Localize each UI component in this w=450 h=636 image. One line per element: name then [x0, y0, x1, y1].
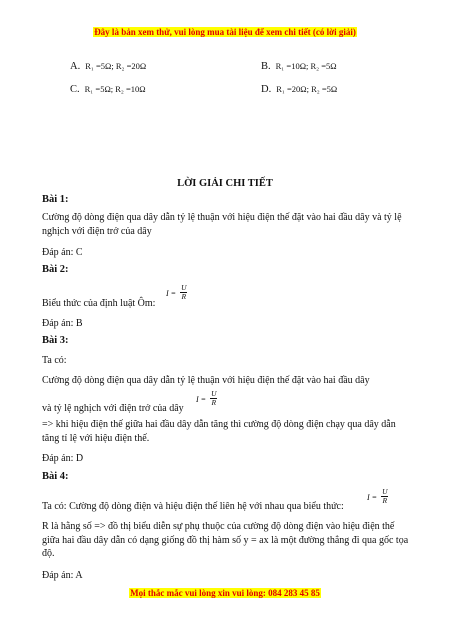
- bai4-line1: Ta có: Cường độ dòng điện và hiệu điện thế liên hệ với nhau qua biểu thức:: [42, 501, 344, 512]
- bai3-line1: Cường độ dòng điện qua dây dẫn tỷ lệ thuận với hiệu điện thế đặt vào hai đầu dây: [42, 375, 370, 386]
- bai3-conclusion: => khi hiệu điện thế giữa hai đầu dây dẫn tăng thì cường độ dòng điện chạy qua dây dẫn tăng tỉ lệ với hiệu điện thế.: [42, 419, 396, 444]
- option-d: D. R₁ =20Ω; R₂ =5Ω: [261, 84, 338, 95]
- preview-banner: Đây là bản xem thử, vui lòng mua tài liệu để xem chi tiết (có lời giải): [94, 27, 356, 37]
- bai4-answer: Đáp án: A: [42, 570, 83, 581]
- bai3-heading: Bài 3:: [42, 335, 69, 346]
- formula-fraction: $\frac{U}{R}$: [382, 486, 388, 505]
- formula-lhs: I =: [196, 395, 207, 404]
- solution-title: LỜI GIẢI CHI TIẾT: [177, 178, 273, 189]
- bai1-heading: Bài 1:: [42, 194, 69, 205]
- bai2-answer: Đáp án: B: [42, 318, 83, 329]
- formula-fraction: $\frac{U}{R}$: [181, 282, 187, 301]
- option-a: A. R₁ =5Ω; R₂ =20Ω: [70, 61, 147, 72]
- contact-footer: Mọi thắc mắc vui lòng xin vui lòng: 084 283 45 85: [130, 588, 320, 598]
- bai1-text: Cường độ dòng điện qua dây dẫn tỷ lệ thuận với hiệu điện thế đặt vào hai đầu dây và tỷ lệ nghịch với điện trở của dây: [42, 212, 402, 237]
- bai4-heading: Bài 4:: [42, 471, 69, 482]
- ohm-formula-3: [367, 487, 388, 505]
- ohm-formula-2: [196, 389, 217, 407]
- bai3-intro: Ta có:: [42, 355, 67, 366]
- option-c: C. R₁ =5Ω; R₂ =10Ω: [70, 84, 146, 95]
- ohm-formula: [166, 283, 187, 301]
- formula-fraction: $\frac{U}{R}$: [211, 388, 217, 407]
- formula-lhs: I =: [166, 289, 177, 298]
- bai4-text: R là hằng số => đồ thị biểu diễn sự phụ thuộc của cường độ dòng điện vào hiệu điện thế giữa hai đầu dây dẫn có dạng giống đồ thị hàm số y = ax là một đường thẳng đi qua gốc tọa độ.: [42, 521, 409, 559]
- bai2-text: Biểu thức của định luật Ôm:: [42, 298, 156, 309]
- bai1-answer: Đáp án: C: [42, 247, 83, 258]
- option-b: B. R₁ =10Ω; R₂ =5Ω: [261, 61, 337, 72]
- bai3-answer: Đáp án: D: [42, 453, 84, 464]
- bai3-line2: và tỷ lệ nghịch với điện trở của dây: [42, 403, 184, 414]
- bai2-heading: Bài 2:: [42, 264, 69, 275]
- formula-lhs: I =: [367, 493, 378, 502]
